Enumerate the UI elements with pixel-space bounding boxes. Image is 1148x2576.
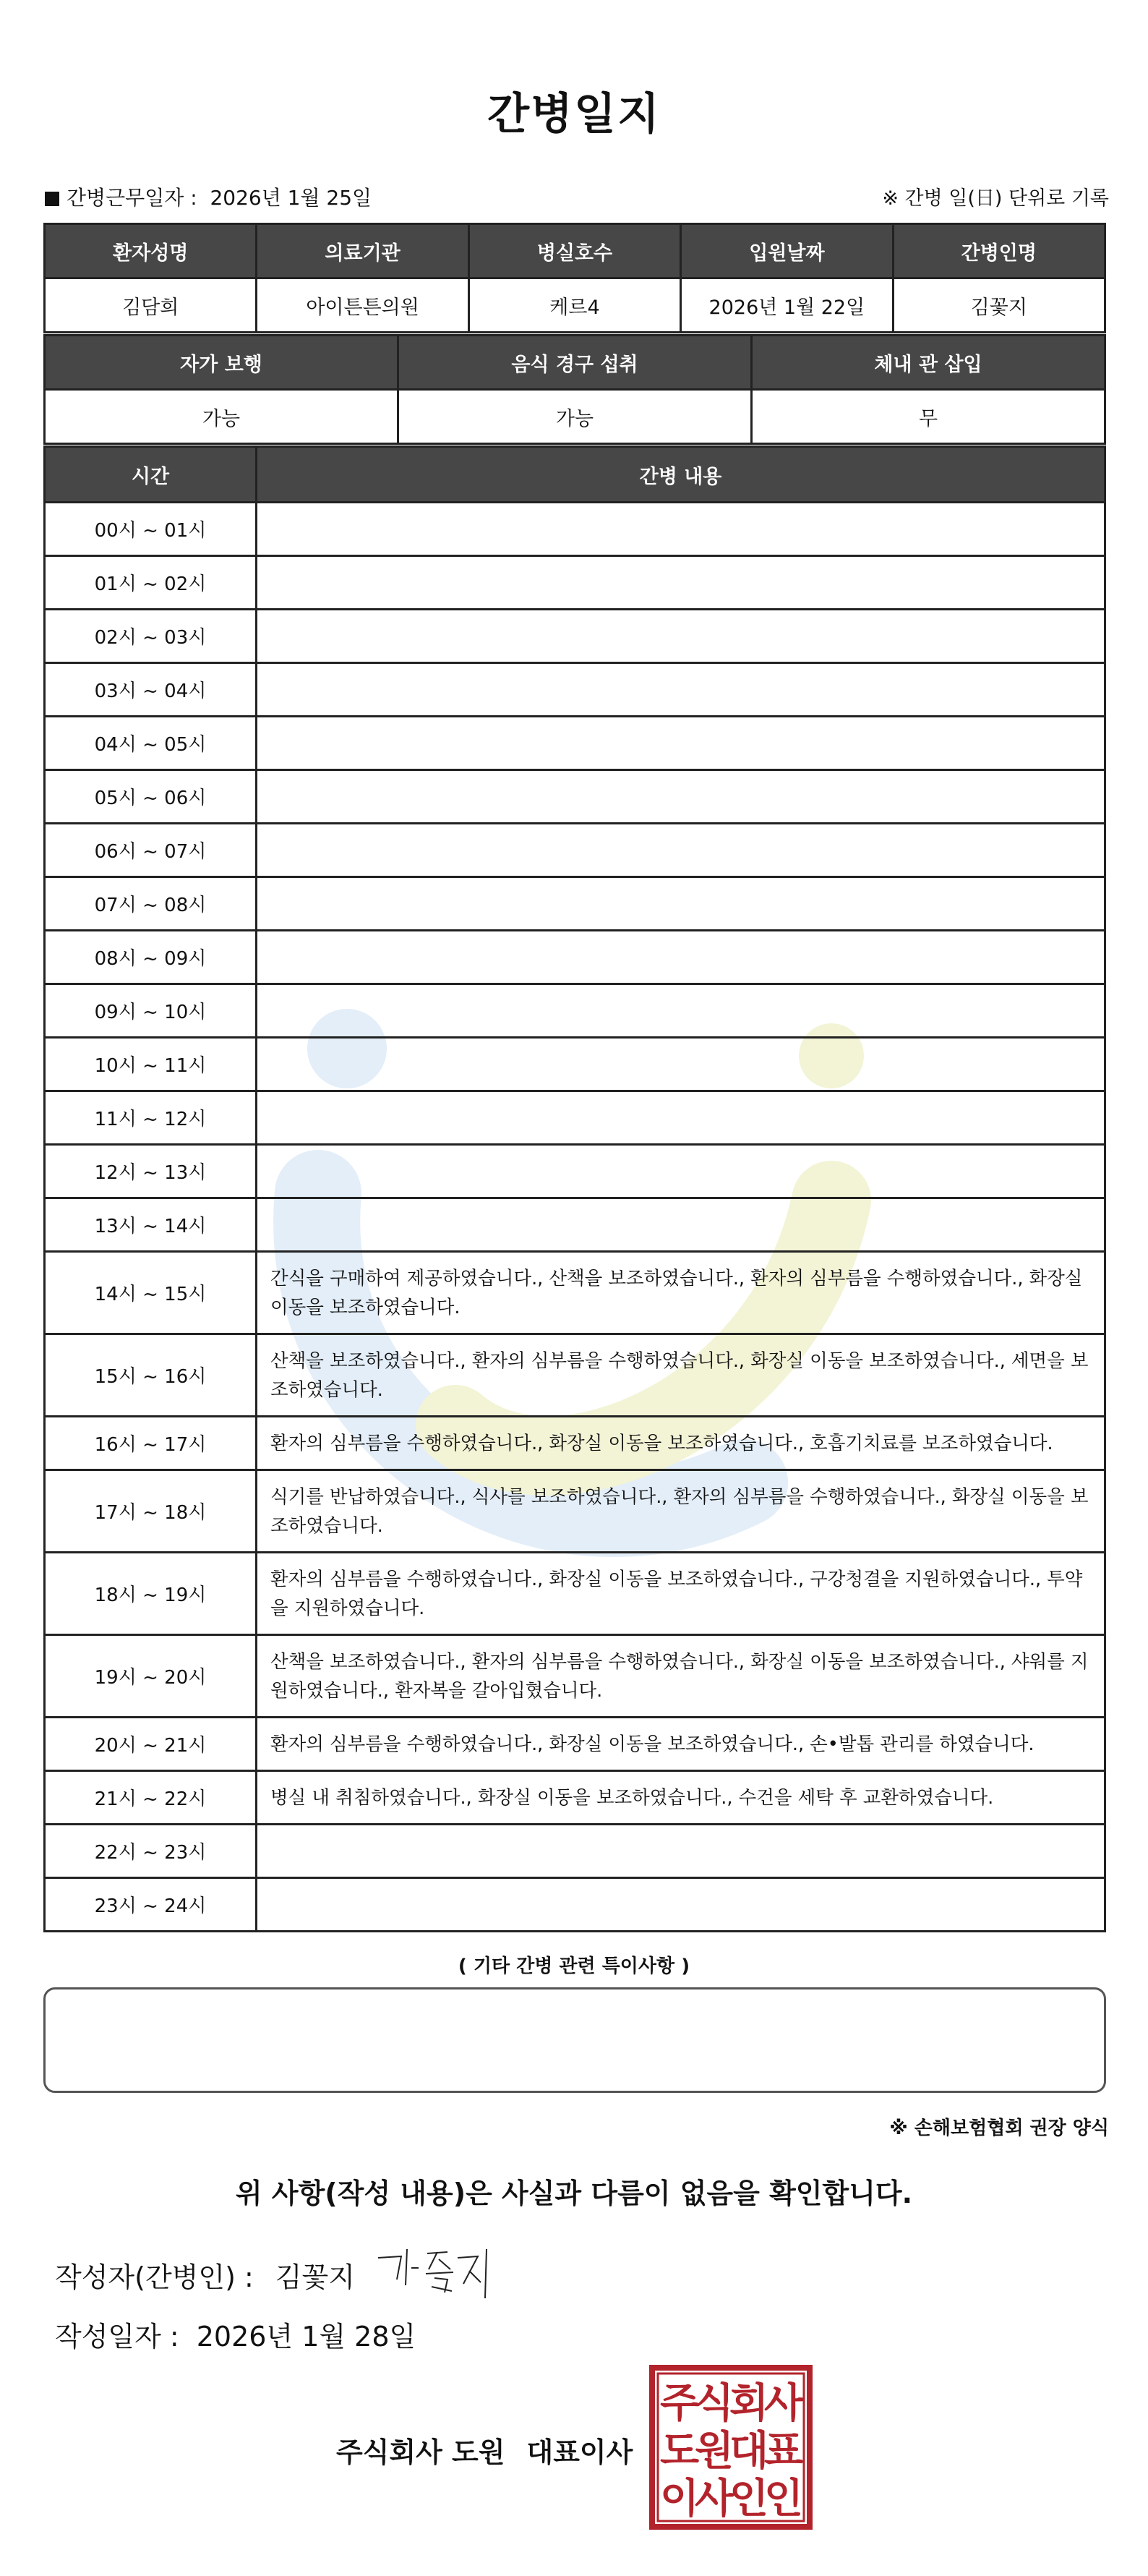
log-content xyxy=(257,984,1105,1038)
svg-text:식: 식 xyxy=(694,2380,734,2427)
company-seal-stamp xyxy=(649,2365,813,2530)
square-bullet-icon xyxy=(45,192,59,206)
svg-text:사: 사 xyxy=(763,2380,804,2427)
log-content xyxy=(257,1878,1105,1932)
log-time: 05시 ~ 06시 xyxy=(45,770,257,824)
svg-text:인: 인 xyxy=(729,2475,769,2522)
log-time: 22시 ~ 23시 xyxy=(45,1825,257,1878)
care-log-table xyxy=(43,445,1106,1932)
remarks-title: ( 기타 간병 관련 특이사항 ) xyxy=(458,1956,690,1977)
log-row xyxy=(45,877,1105,931)
log-time: 18시 ~ 19시 xyxy=(45,1553,257,1635)
log-time: 12시 ~ 13시 xyxy=(45,1145,257,1198)
log-content: 식기를 반납하였습니다., 식사를 보조하였습니다., 환자의 심부름을 수행하였습니다., 화장실 이동을 보조하였습니다. xyxy=(257,1470,1105,1553)
log-row xyxy=(45,717,1105,770)
log-time: 04시 ~ 05시 xyxy=(45,717,257,770)
log-content: 병실 내 취침하였습니다., 화장실 이동을 보조하였습니다., 수건을 세탁 후 교환하였습니다. xyxy=(257,1771,1105,1825)
log-content: 산책을 보조하였습니다., 환자의 심부름을 수행하였습니다., 화장실 이동을 보조하였습니다., 세면을 보조하였습니다. xyxy=(257,1334,1105,1417)
representative-title: 대표이사 xyxy=(526,2436,633,2468)
log-content xyxy=(257,663,1105,717)
patient-info-table xyxy=(43,223,1106,333)
work-date xyxy=(45,182,372,211)
log-content: 환자의 심부름을 수행하였습니다., 화장실 이동을 보조하였습니다., 구강청결을 지원하였습니다., 투약을 지원하였습니다. xyxy=(257,1553,1105,1635)
log-row xyxy=(45,1198,1105,1252)
content-header: 간병 내용 xyxy=(257,447,1105,503)
log-row xyxy=(45,931,1105,984)
log-content: 간식을 구매하여 제공하였습니다., 산책을 보조하였습니다., 환자의 심부름을 수행하였습니다., 화장실 이동을 보조하였습니다. xyxy=(257,1252,1105,1334)
log-row xyxy=(45,824,1105,877)
log-content xyxy=(257,1198,1105,1252)
svg-text:인: 인 xyxy=(763,2475,804,2522)
writer-line xyxy=(55,2255,355,2295)
svg-text:이: 이 xyxy=(659,2475,700,2522)
written-date-label: 작성일자 : xyxy=(55,2321,179,2353)
log-row xyxy=(45,1825,1105,1878)
log-row xyxy=(45,556,1105,610)
log-time: 02시 ~ 03시 xyxy=(45,610,257,663)
writer-label: 작성자(간병인) : xyxy=(55,2261,254,2293)
log-row xyxy=(45,1252,1105,1334)
log-content xyxy=(257,931,1105,984)
log-content xyxy=(257,503,1105,556)
log-time: 11시 ~ 12시 xyxy=(45,1091,257,1145)
work-date-value: 2026년 1월 25일 xyxy=(210,186,372,210)
log-content: 환자의 심부름을 수행하였습니다., 화장실 이동을 보조하였습니다., 호흡기치료를 보조하였습니다. xyxy=(257,1417,1105,1470)
svg-text:사: 사 xyxy=(694,2475,734,2522)
work-date-label: 간병근무일자 : xyxy=(67,186,197,210)
log-time: 16시 ~ 17시 xyxy=(45,1417,257,1470)
log-time: 01시 ~ 02시 xyxy=(45,556,257,610)
caregiver-name: 김꽃지 xyxy=(893,278,1105,333)
patient-status-table xyxy=(43,334,1106,445)
log-row xyxy=(45,770,1105,824)
log-row xyxy=(45,1771,1105,1825)
log-row xyxy=(45,1038,1105,1091)
log-time: 23시 ~ 24시 xyxy=(45,1878,257,1932)
log-row xyxy=(45,1091,1105,1145)
medical-institution: 아이튼튼의원 xyxy=(257,278,468,333)
form-source-note: ※ 손해보험협회 권장 양식 xyxy=(889,2117,1109,2139)
log-time: 17시 ~ 18시 xyxy=(45,1470,257,1553)
company-line xyxy=(336,2430,633,2470)
written-date-line xyxy=(55,2314,416,2354)
log-time: 09시 ~ 10시 xyxy=(45,984,257,1038)
log-content xyxy=(257,770,1105,824)
room-number: 케르4 xyxy=(468,278,680,333)
log-time: 14시 ~ 15시 xyxy=(45,1252,257,1334)
info-header: 의료기관 xyxy=(257,224,468,278)
oral-intake-value: 가능 xyxy=(398,390,752,444)
admission-date: 2026년 1월 22일 xyxy=(681,278,893,333)
log-row xyxy=(45,1470,1105,1553)
document-title: 간병일지 xyxy=(487,89,661,140)
log-time: 03시 ~ 04시 xyxy=(45,663,257,717)
log-time: 19시 ~ 20시 xyxy=(45,1635,257,1718)
log-content xyxy=(257,877,1105,931)
svg-text:표: 표 xyxy=(763,2428,804,2475)
handwritten-signature xyxy=(372,2242,495,2307)
log-row xyxy=(45,663,1105,717)
svg-text:도: 도 xyxy=(659,2428,700,2475)
log-time: 00시 ~ 01시 xyxy=(45,503,257,556)
status-header: 체내 관 삽입 xyxy=(752,336,1105,390)
log-row xyxy=(45,503,1105,556)
info-header: 병실호수 xyxy=(468,224,680,278)
log-time: 07시 ~ 08시 xyxy=(45,877,257,931)
log-row xyxy=(45,1417,1105,1470)
company-name: 주식회사 도원 xyxy=(336,2436,505,2468)
log-row xyxy=(45,1553,1105,1635)
log-content xyxy=(257,824,1105,877)
svg-text:회: 회 xyxy=(729,2380,769,2427)
log-time: 15시 ~ 16시 xyxy=(45,1334,257,1417)
log-content xyxy=(257,1145,1105,1198)
log-time: 06시 ~ 07시 xyxy=(45,824,257,877)
log-row xyxy=(45,1718,1105,1771)
log-content xyxy=(257,717,1105,770)
svg-text:대: 대 xyxy=(729,2428,769,2475)
log-row xyxy=(45,1145,1105,1198)
writer-name: 김꽃지 xyxy=(275,2261,355,2293)
log-content: 산책을 보조하였습니다., 환자의 심부름을 수행하였습니다., 화장실 이동을 보조하였습니다., 샤워를 지원하였습니다., 환자복을 갈아입혔습니다. xyxy=(257,1635,1105,1718)
remarks-box xyxy=(43,1987,1106,2093)
log-content xyxy=(257,1825,1105,1878)
log-content xyxy=(257,1038,1105,1091)
confirmation-statement: 위 사항(작성 내용)은 사실과 다름이 없음을 확인합니다. xyxy=(235,2178,913,2209)
log-content xyxy=(257,610,1105,663)
log-content xyxy=(257,1091,1105,1145)
written-date-value: 2026년 1월 28일 xyxy=(196,2321,416,2353)
log-row xyxy=(45,984,1105,1038)
tube-insertion-value: 무 xyxy=(752,390,1105,444)
status-header: 음식 경구 섭취 xyxy=(398,336,752,390)
log-time: 13시 ~ 14시 xyxy=(45,1198,257,1252)
log-row xyxy=(45,1334,1105,1417)
log-time: 20시 ~ 21시 xyxy=(45,1718,257,1771)
unit-note: ※ 간병 일(日) 단위로 기록 xyxy=(882,187,1109,210)
self-walking-value: 가능 xyxy=(45,390,398,444)
time-header: 시간 xyxy=(45,447,257,503)
log-content: 환자의 심부름을 수행하였습니다., 화장실 이동을 보조하였습니다., 손•발톱 관리를 하였습니다. xyxy=(257,1718,1105,1771)
patient-name: 김담희 xyxy=(45,278,257,333)
info-header: 간병인명 xyxy=(893,224,1105,278)
svg-text:주: 주 xyxy=(659,2380,700,2427)
log-time: 10시 ~ 11시 xyxy=(45,1038,257,1091)
log-row xyxy=(45,610,1105,663)
log-content xyxy=(257,556,1105,610)
log-time: 08시 ~ 09시 xyxy=(45,931,257,984)
log-row xyxy=(45,1635,1105,1718)
info-header: 입원날짜 xyxy=(681,224,893,278)
log-row xyxy=(45,1878,1105,1932)
svg-text:원: 원 xyxy=(694,2428,734,2475)
info-header: 환자성명 xyxy=(45,224,257,278)
status-header: 자가 보행 xyxy=(45,336,398,390)
log-time: 21시 ~ 22시 xyxy=(45,1771,257,1825)
